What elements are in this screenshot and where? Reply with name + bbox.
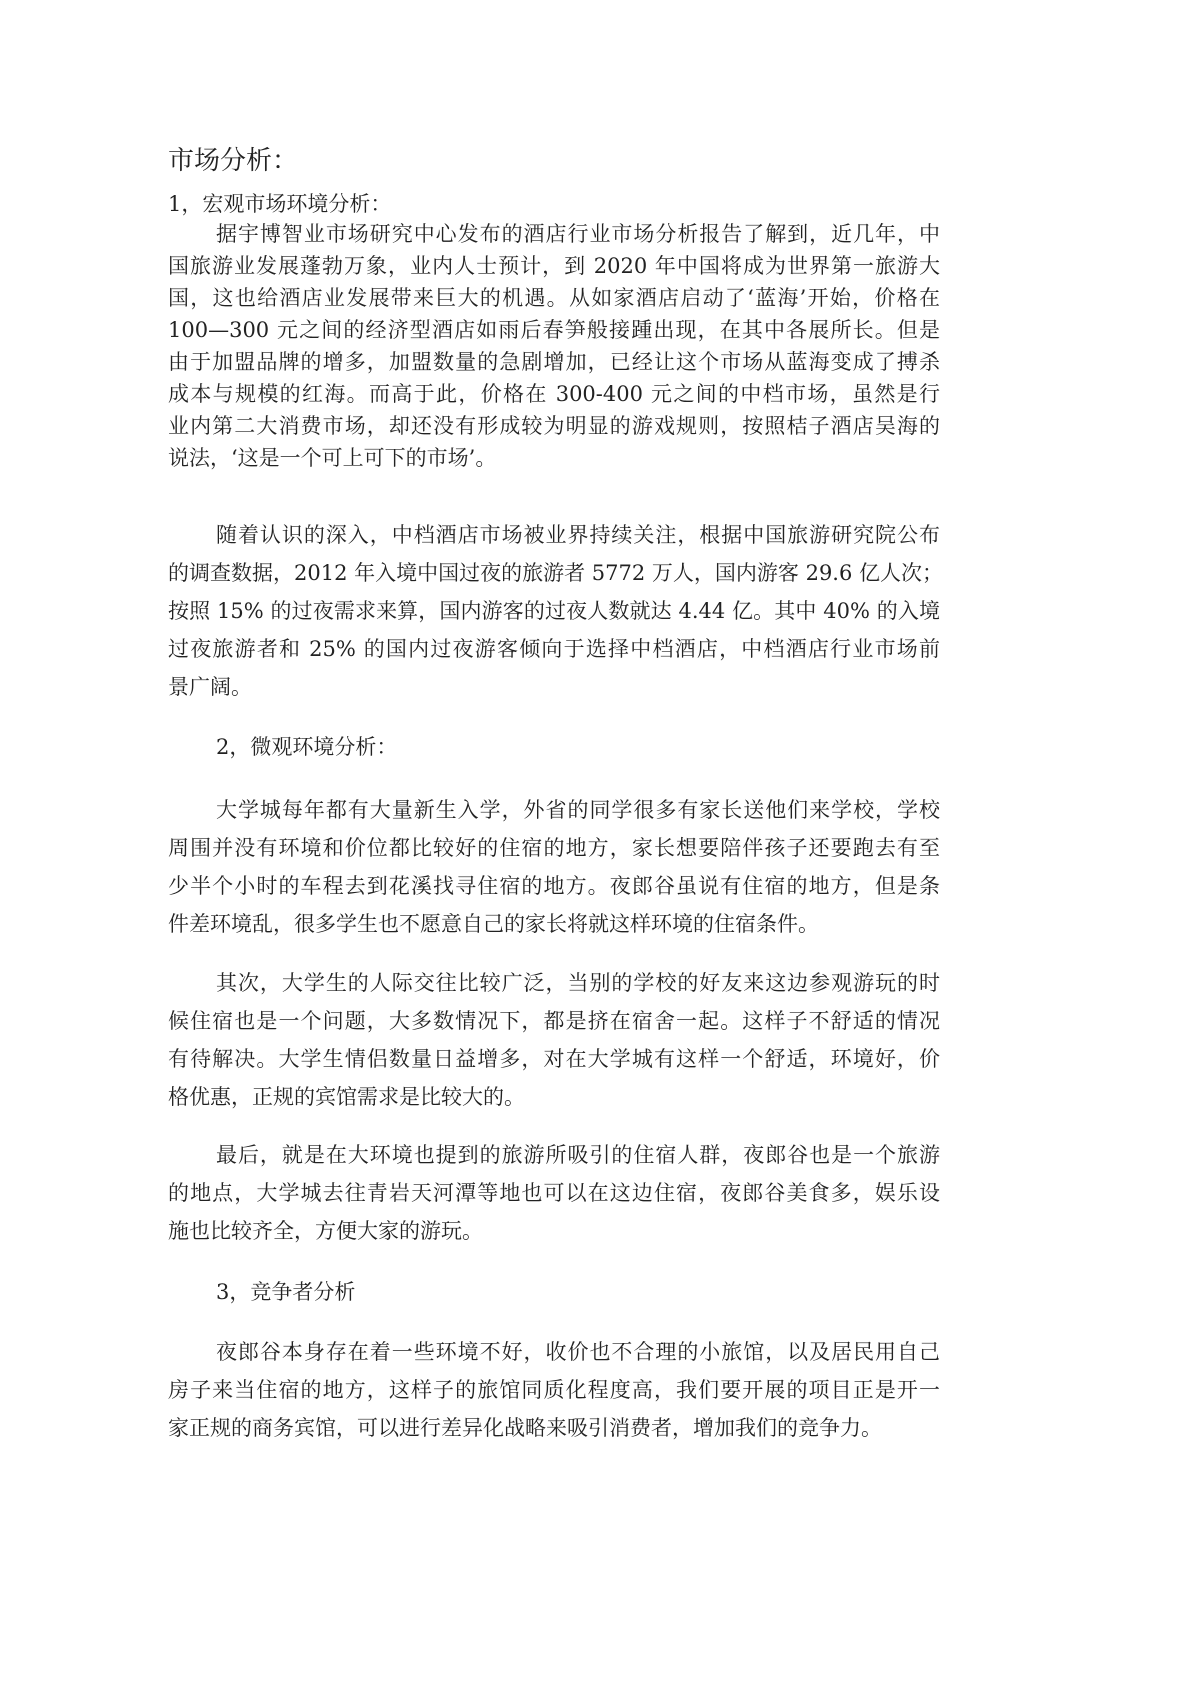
- section-heading-competitors: 3，竞争者分析: [216, 1280, 356, 1304]
- paragraph-line: 据宇博智业市场研究中心发布的酒店行业市场分析报告了解到，近几年，中: [216, 222, 940, 246]
- paragraph-line: 的调查数据，2012 年入境中国过夜的旅游者 5772 万人，国内游客 29.6 亿人次；: [168, 561, 944, 585]
- paragraph-line: 过夜旅游者和 25% 的国内过夜游客倾向于选择中档酒店，中档酒店行业市场前: [168, 637, 940, 661]
- page-title: 市场分析：: [168, 146, 299, 176]
- paragraph-line: 100—300 元之间的经济型酒店如雨后春笋般接踵出现，在其中各展所长。但是: [168, 318, 940, 342]
- paragraph-line: 夜郎谷本身存在着一些环境不好，收价也不合理的小旅馆，以及居民用自己: [216, 1340, 940, 1364]
- paragraph-line: 成本与规模的红海。而高于此，价格在 300-400 元之间的中档市场，虽然是行: [168, 382, 940, 406]
- paragraph-line: 有待解决。大学生情侣数量日益增多，对在大学城有这样一个舒适，环境好，价: [168, 1047, 940, 1071]
- paragraph-line: 随着认识的深入，中档酒店市场被业界持续关注，根据中国旅游研究院公布: [216, 523, 940, 547]
- paragraph-line: 国旅游业发展蓬勃万象，业内人士预计，到 2020 年中国将成为世界第一旅游大: [168, 254, 940, 278]
- paragraph-line: 景广阔。: [168, 675, 252, 699]
- paragraph-line: 业内第二大消费市场，却还没有形成较为明显的游戏规则，按照桔子酒店吴海的: [168, 414, 940, 438]
- paragraph-line: 其次，大学生的人际交往比较广泛，当别的学校的好友来这边参观游玩的时: [216, 971, 940, 995]
- paragraph-line: 格优惠，正规的宾馆需求是比较大的。: [168, 1085, 525, 1109]
- paragraph-line: 按照 15% 的过夜需求来算，国内游客的过夜人数就达 4.44 亿。其中 40% 的入境: [168, 599, 940, 623]
- paragraph-line: 房子来当住宿的地方，这样子的旅馆同质化程度高，我们要开展的项目正是开一: [168, 1378, 940, 1402]
- paragraph-line: 周围并没有环境和价位都比较好的住宿的地方，家长想要陪伴孩子还要跑去有至: [168, 836, 940, 860]
- paragraph-line: 由于加盟品牌的增多，加盟数量的急剧增加，已经让这个市场从蓝海变成了搏杀: [168, 350, 940, 374]
- paragraph-line: 家正规的商务宾馆，可以进行差异化战略来吸引消费者，增加我们的竞争力。: [168, 1416, 882, 1440]
- paragraph-line: 大学城每年都有大量新生入学，外省的同学很多有家长送他们来学校，学校: [216, 798, 940, 822]
- section-heading-micro: 2，微观环境分析：: [216, 735, 398, 759]
- paragraph-line: 少半个小时的车程去到花溪找寻住宿的地方。夜郎谷虽说有住宿的地方，但是条: [168, 874, 940, 898]
- paragraph-line: 件差环境乱，很多学生也不愿意自己的家长将就这样环境的住宿条件。: [168, 912, 819, 936]
- paragraph-line: 施也比较齐全，方便大家的游玩。: [168, 1219, 483, 1243]
- paragraph-line: 最后，就是在大环境也提到的旅游所吸引的住宿人群，夜郎谷也是一个旅游: [216, 1143, 940, 1167]
- paragraph-line: 说法，‘这是一个可上可下的市场’。: [168, 446, 497, 470]
- paragraph-line: 的地点，大学城去往青岩天河潭等地也可以在这边住宿，夜郎谷美食多，娱乐设: [168, 1181, 940, 1205]
- paragraph-line: 候住宿也是一个问题，大多数情况下，都是挤在宿舍一起。这样子不舒适的情况: [168, 1009, 940, 1033]
- section-heading-macro: 1，宏观市场环境分析：: [168, 192, 392, 216]
- paragraph-line: 国，这也给酒店业发展带来巨大的机遇。从如家酒店启动了‘蓝海’开始，价格在: [168, 286, 940, 310]
